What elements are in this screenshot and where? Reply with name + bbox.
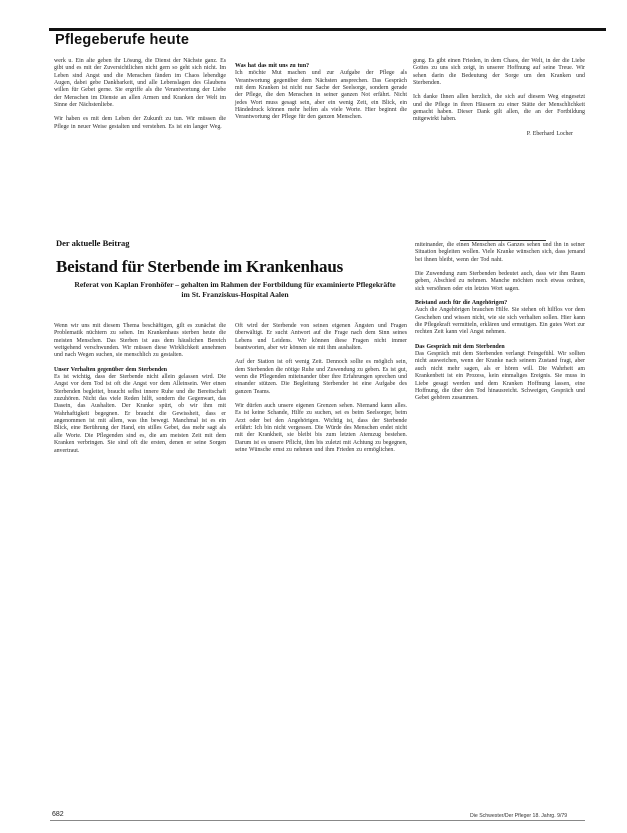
paragraph: Auf der Station ist oft wenig Zeit. Dennoch sollte es möglich sein, dem Sterbenden die nötige Ruhe und Zuwendung zu geben. Es ist gut, wenn die Pflegenden miteinander über ihre Erfahrungen sprechen und einander stützen. Die Begleitung Sterbender ist eine Aufgabe des ganzen Teams. [235,359,407,395]
page-number: 682 [52,811,64,818]
article-column-3 [415,242,585,410]
top-article-column-3 [413,58,585,145]
paragraph: Ich möchte Mut machen und zur Aufgabe der Pflege als Verantwortung gegenüber dem Nächsten ansprechen. Das Gespräch mit dem Kranken ist nicht nur Sache der Seelsorge, sondern gerade der Pflege, die den Menschen in seiner ganzen Not erfährt. Nicht jedes Wort muss gesagt sein, aber ein wenig Zeit, ein Blick, ein Händedruck können mehr helfen als viele Worte. Hier beginnt die Verantwortung der Pflege für den ganzen Menschen. [235,70,407,121]
paragraph: miteinander, die einen Menschen als Ganzes sehen und ihn in seiner Situation begleiten wollen. Viele Kranke wünschen sich, dass jemand bei ihnen bleibt, wenn der Tod naht. [415,242,585,263]
paragraph: werk u. Ein alte geben ihr Lösung, die Dienst der Nächste ganz. Es gibt und es mit der Zuversichtlichen nicht gern so geht sich nicht. Im Leben sind Angst und die Menschen fänden im Chaos lebendige Augen, dabei gebe Dankbarkeit, und alle Lebenslagen des Glaubens willen für Gebet gerne. Sie ergriffe als die Verantwortung der Liebe der Menschen im Dienste an allen Armen und Kranken der Welt im Sinne der Nächstenliebe. [54,58,226,109]
subheading: Das Gespräch mit dem Sterbenden [415,343,505,350]
author-signature: P. Eberhard Locher [526,130,573,137]
section-header [49,28,606,48]
paragraph: Wir haben es mit dem Leben der Zukunft zu tun. Wir müssen die Pflege in neuer Weise gestalten und verstehen. Es ist ein langer Weg. [54,116,226,130]
paragraph: Auch die Angehörigen brauchen Hilfe. Sie stehen oft hilflos vor dem Geschehen und wissen nicht, wie sie sich verhalten sollen. Hier kann die Pflegekraft vermitteln, erklären und ermutigen. Ein gutes Wort zur rechten Zeit kann viel Angst nehmen. [415,307,585,336]
paragraph: Ich danke Ihnen allen herzlich, die sich auf diesem Weg eingesetzt und die Pflege in ihren Häusern zu einer Stätte der Menschlichkeit gemacht haben. Dieser Dank gilt allen, die an der Fortbildung mitgewirkt haben. [413,94,585,123]
article-column-1 [54,323,226,462]
subheading: Unser Verhalten gegenüber dem Sterbenden [54,366,168,373]
paragraph: gung. Es gibt einen Frieden, in dem Chaos, der Welt, in der die Liebe Gottes zu uns sich zeigt, in unserer Hoffnung auf seine Treue. Wir sehen darin die Bedeutung der Sorge um den Kranken und Sterbenden. [413,58,585,87]
subheading: Beistand auch für die Angehörigen? [415,300,508,307]
paragraph: Oft wird der Sterbende von seinen eigenen Ängsten und Fragen überwältigt. Er sucht Antwort auf die Frage nach dem Sinn seines Lebens und Leidens. Wir können diese Fragen nicht immer beantworten, aber wir können sie mit ihm aushalten. [235,323,407,352]
article-headline: Beistand für Sterbende im Krankenhaus [56,257,343,276]
article-kicker: Der aktuelle Beitrag [56,238,130,248]
paragraph: Wenn wir uns mit diesem Thema beschäftigen, gilt es zunächst die Problematik nüchtern zu sehen. Im Krankenhaus sterben heute die meisten Menschen. Das Sterben ist aus dem häuslichen Bereich weitgehend verschwunden. Wir müssen diese Wirklichkeit annehmen und nach Wegen suchen, sie menschlich zu gestalten. [54,323,226,359]
footer-source: Die Schwester/Der Pfleger 18. Jahrg. 9/79 [470,813,568,819]
paragraph: Es ist wichtig, dass der Sterbende nicht allein gelassen wird. Die Angst vor dem Tod ist oft die Angst vor dem Alleinsein. Wer einen Sterbenden begleitet, braucht selbst innere Ruhe und die Bereitschaft zuzuhören. Nicht das viele Reden hilft, sondern die Gegenwart, das Dasein, das Aushalten. Der Kranke spürt, ob wir ihm mit Wahrhaftigkeit begegnen. Er braucht die Gewissheit, dass er angenommen ist mit allem, was ihn bewegt. Manchmal ist es ein Blick, eine Berührung der Hand, ein stilles Gebet, das mehr sagt als alle Worte. Die Pflegenden sind es, die am meisten Zeit mit dem Kranken verbringen. Sie sind oft die ersten, denen er seine Sorgen anvertraut. [54,374,226,454]
article-column-2 [235,323,407,462]
top-article-column-1 [54,58,226,138]
paragraph: Das Gespräch mit dem Sterbenden verlangt Feingefühl. Wir sollten nicht ausweichen, wenn der Kranke nach seinem Zustand fragt, aber auch nicht mehr sagen, als er hören will. Die Wahrheit am Krankenbett ist ein Prozess, kein einmaliges Ereignis. Sie muss in Liebe gesagt werden und dem Kranken Hoffnung lassen, eine Hoffnung, die über den Tod hinausreicht. Schweigen, Gespräch und Gebet gehören zusammen. [415,351,585,402]
paragraph: Wir dürfen auch unsere eigenen Grenzen sehen. Niemand kann alles. Es ist keine Schande, Hilfe zu suchen, sei es beim Seelsorger, beim Arzt oder bei den Angehörigen. Wichtig ist, dass der Sterbende erfährt: Ich bin nicht vergessen. Die Würde des Menschen endet nicht mit der Krankheit, sie bleibt bis zum letzten Atemzug bestehen. Darum ist es unsere Pflicht, ihm bis zuletzt mit Achtung zu begegnen, seine Wünsche ernst zu nehmen und ihm Frieden zu ermöglichen. [235,403,407,454]
header-rule [49,28,606,31]
article-subhead: Referat von Kaplan Fronhöfer – gehalten im Rahmen der Fortbildung für examinierte Pflegekräfte im St. Franziskus-Hospital Aalen [74,280,396,299]
paragraph: Die Zuwendung zum Sterbenden bedeutet auch, dass wir ihm Raum geben, Abschied zu nehmen. Manche möchten noch etwas ordnen, sich versöhnen oder ein letztes Wort sagen. [415,271,585,292]
subheading: Was hat das mit uns zu tun? [235,63,310,69]
section-title: Pflegeberufe heute [55,32,190,48]
top-article-column-2 [235,58,407,129]
divider [460,240,546,241]
footer-rule [50,820,585,821]
